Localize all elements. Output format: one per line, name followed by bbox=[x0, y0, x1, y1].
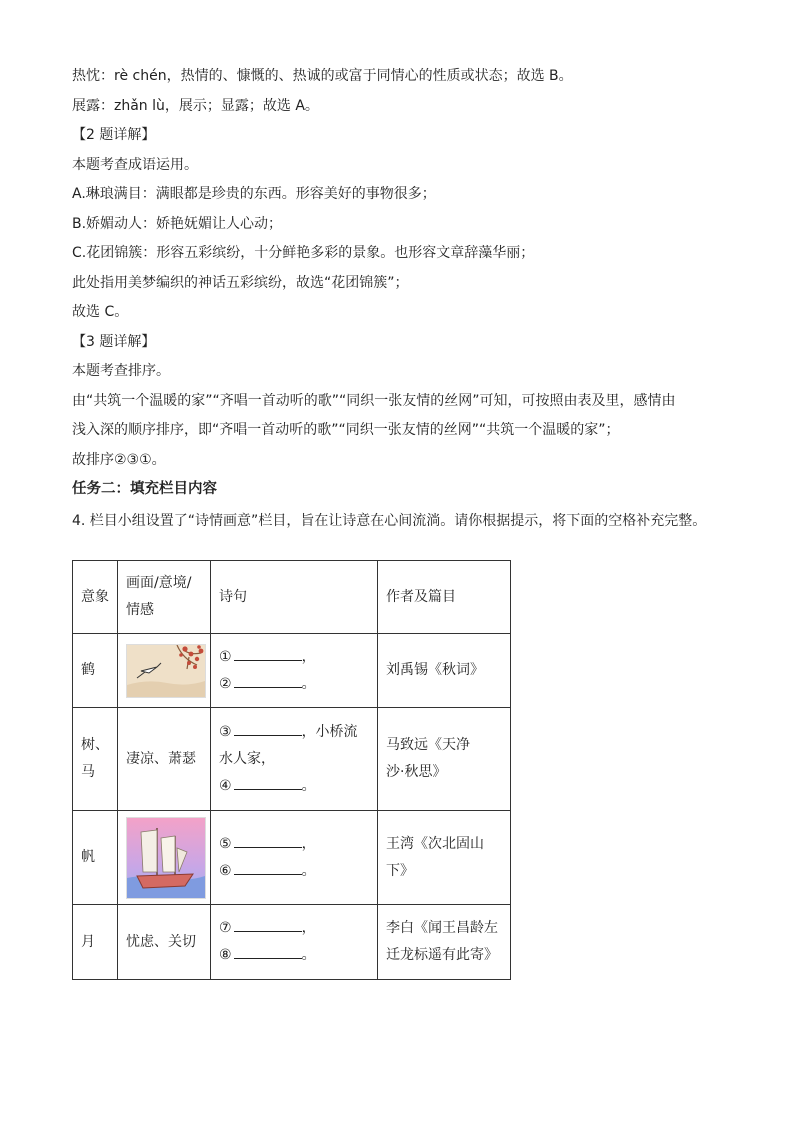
author-line: 王湾《次北固山 bbox=[386, 835, 484, 852]
cell-author bbox=[378, 905, 511, 980]
poem-line: 水人家， bbox=[219, 750, 275, 767]
poem-line bbox=[219, 644, 377, 671]
header-image: 意象 bbox=[73, 561, 118, 634]
fill-blank-7[interactable] bbox=[234, 917, 302, 932]
cell-scene: 忧虑、关切 bbox=[118, 905, 211, 980]
author-line: 刘禹锡《秋词》 bbox=[386, 662, 484, 678]
cell-author bbox=[378, 811, 511, 905]
poem-line bbox=[219, 858, 377, 885]
cell-author bbox=[378, 634, 511, 708]
poem-punct: ， bbox=[301, 648, 316, 665]
text-line: 【3 题详解】 bbox=[72, 333, 156, 350]
table-row bbox=[73, 708, 511, 811]
cell-poem bbox=[211, 634, 378, 708]
fill-blank-4[interactable] bbox=[234, 775, 302, 790]
blank-number: ④ bbox=[219, 777, 232, 794]
poem-punct: 。 bbox=[301, 862, 316, 879]
author-line: 下》 bbox=[386, 862, 414, 879]
author-line: 迁龙标遥有此寄》 bbox=[386, 947, 498, 963]
author-line: 马致远《天净 bbox=[386, 737, 470, 753]
image-line: 马 bbox=[81, 764, 95, 780]
author-line: 李白《闻王昌龄左 bbox=[386, 920, 498, 936]
blank-number: ③ bbox=[219, 723, 232, 740]
poem-punct: ， bbox=[301, 920, 316, 936]
blank-number: ⑧ bbox=[219, 947, 232, 963]
text-line: 热忱：rè chén，热情的、慷慨的、热诚的或富于同情心的性质或状态；故选 B。 bbox=[72, 68, 573, 84]
poem-line bbox=[219, 671, 377, 698]
header-scene-line: 情感 bbox=[126, 602, 154, 618]
fill-blank-2[interactable] bbox=[234, 673, 302, 688]
fill-blank-8[interactable] bbox=[234, 944, 302, 959]
blank-number: ⑤ bbox=[219, 835, 232, 852]
text-line: 本题考查成语运用。 bbox=[72, 156, 198, 173]
poem-text: ，小桥流 bbox=[301, 723, 358, 740]
text-line: 本题考查排序。 bbox=[72, 363, 170, 379]
text-line: B.娇媚动人：娇艳妩媚让人心动； bbox=[72, 215, 283, 232]
blank-number: ⑥ bbox=[219, 862, 232, 879]
table-row bbox=[73, 905, 511, 980]
poem-line bbox=[219, 942, 377, 969]
cell-poem bbox=[211, 905, 378, 980]
crane-painting-image bbox=[126, 644, 206, 698]
cell-image: 鹤 bbox=[73, 634, 118, 708]
text-line: 【2 题详解】 bbox=[72, 127, 156, 143]
text-line: 由“共筑一个温暖的家”“齐唱一首动听的歌”“同织一张友情的丝网”可知，可按照由表及里，感情由 bbox=[72, 392, 676, 409]
table-header-row bbox=[73, 561, 511, 634]
poem-line bbox=[219, 915, 377, 942]
cell-image bbox=[73, 708, 118, 811]
fill-blank-5[interactable] bbox=[234, 833, 302, 848]
poem-line bbox=[219, 773, 377, 800]
cell-image: 月 bbox=[73, 905, 118, 980]
fill-blank-3[interactable] bbox=[234, 721, 302, 736]
text-line: 展露：zhǎn lù，展示；显露；故选 A。 bbox=[72, 97, 319, 114]
text-line: A.琳琅满目：满眼都是珍贵的东西。形容美好的事物很多； bbox=[72, 186, 436, 202]
cell-author bbox=[378, 708, 511, 811]
table-row bbox=[73, 811, 511, 905]
cell-scene-picture bbox=[118, 634, 211, 708]
poem-line bbox=[219, 719, 377, 746]
poem-punct: 。 bbox=[301, 675, 316, 692]
cell-image: 帆 bbox=[73, 811, 118, 905]
fill-blank-1[interactable] bbox=[234, 646, 302, 661]
text-line: 故选 C。 bbox=[72, 304, 129, 320]
question-prompt: 4. 栏目小组设置了“诗情画意”栏目，旨在让诗意在心间流淌。请你根据提示，将下面的空格补充完整。 bbox=[72, 512, 707, 529]
header-author: 作者及篇目 bbox=[378, 561, 511, 634]
header-poem: 诗句 bbox=[211, 561, 378, 634]
poem-punct: 。 bbox=[301, 777, 316, 794]
text-line: 此处指用美梦编织的神话五彩缤纷，故选“花团锦簇”； bbox=[72, 274, 409, 291]
cell-scene-picture bbox=[118, 811, 211, 905]
text-line: C.花团锦簇：形容五彩缤纷，十分鲜艳多彩的景象。也形容文章辞藻华丽； bbox=[72, 245, 535, 261]
poem-punct: 。 bbox=[301, 947, 316, 963]
blank-number: ⑦ bbox=[219, 920, 232, 936]
cell-poem bbox=[211, 811, 378, 905]
table-row bbox=[73, 634, 511, 708]
fill-blank-6[interactable] bbox=[234, 860, 302, 875]
poem-table bbox=[72, 560, 511, 980]
image-line: 树、 bbox=[81, 737, 109, 753]
text-line: 故排序②③①。 bbox=[72, 451, 166, 468]
header-scene bbox=[118, 561, 211, 634]
poem-line bbox=[219, 831, 377, 858]
cell-scene: 凄凉、萧瑟 bbox=[118, 708, 211, 811]
poem-punct: ， bbox=[301, 835, 316, 852]
text-line: 浅入深的顺序排序，即“齐唱一首动听的歌”“同织一张友情的丝网”“共筑一个温暖的家”； bbox=[72, 422, 620, 438]
cell-poem bbox=[211, 708, 378, 811]
document-body bbox=[72, 62, 732, 536]
author-line: 沙·秋思》 bbox=[386, 764, 447, 780]
blank-number: ② bbox=[219, 675, 232, 692]
blank-number: ① bbox=[219, 648, 232, 665]
sailboat-painting-image bbox=[126, 817, 206, 899]
header-scene-line: 画面/意境/ bbox=[126, 575, 192, 591]
section-title: 任务二：填充栏目内容 bbox=[72, 481, 217, 497]
